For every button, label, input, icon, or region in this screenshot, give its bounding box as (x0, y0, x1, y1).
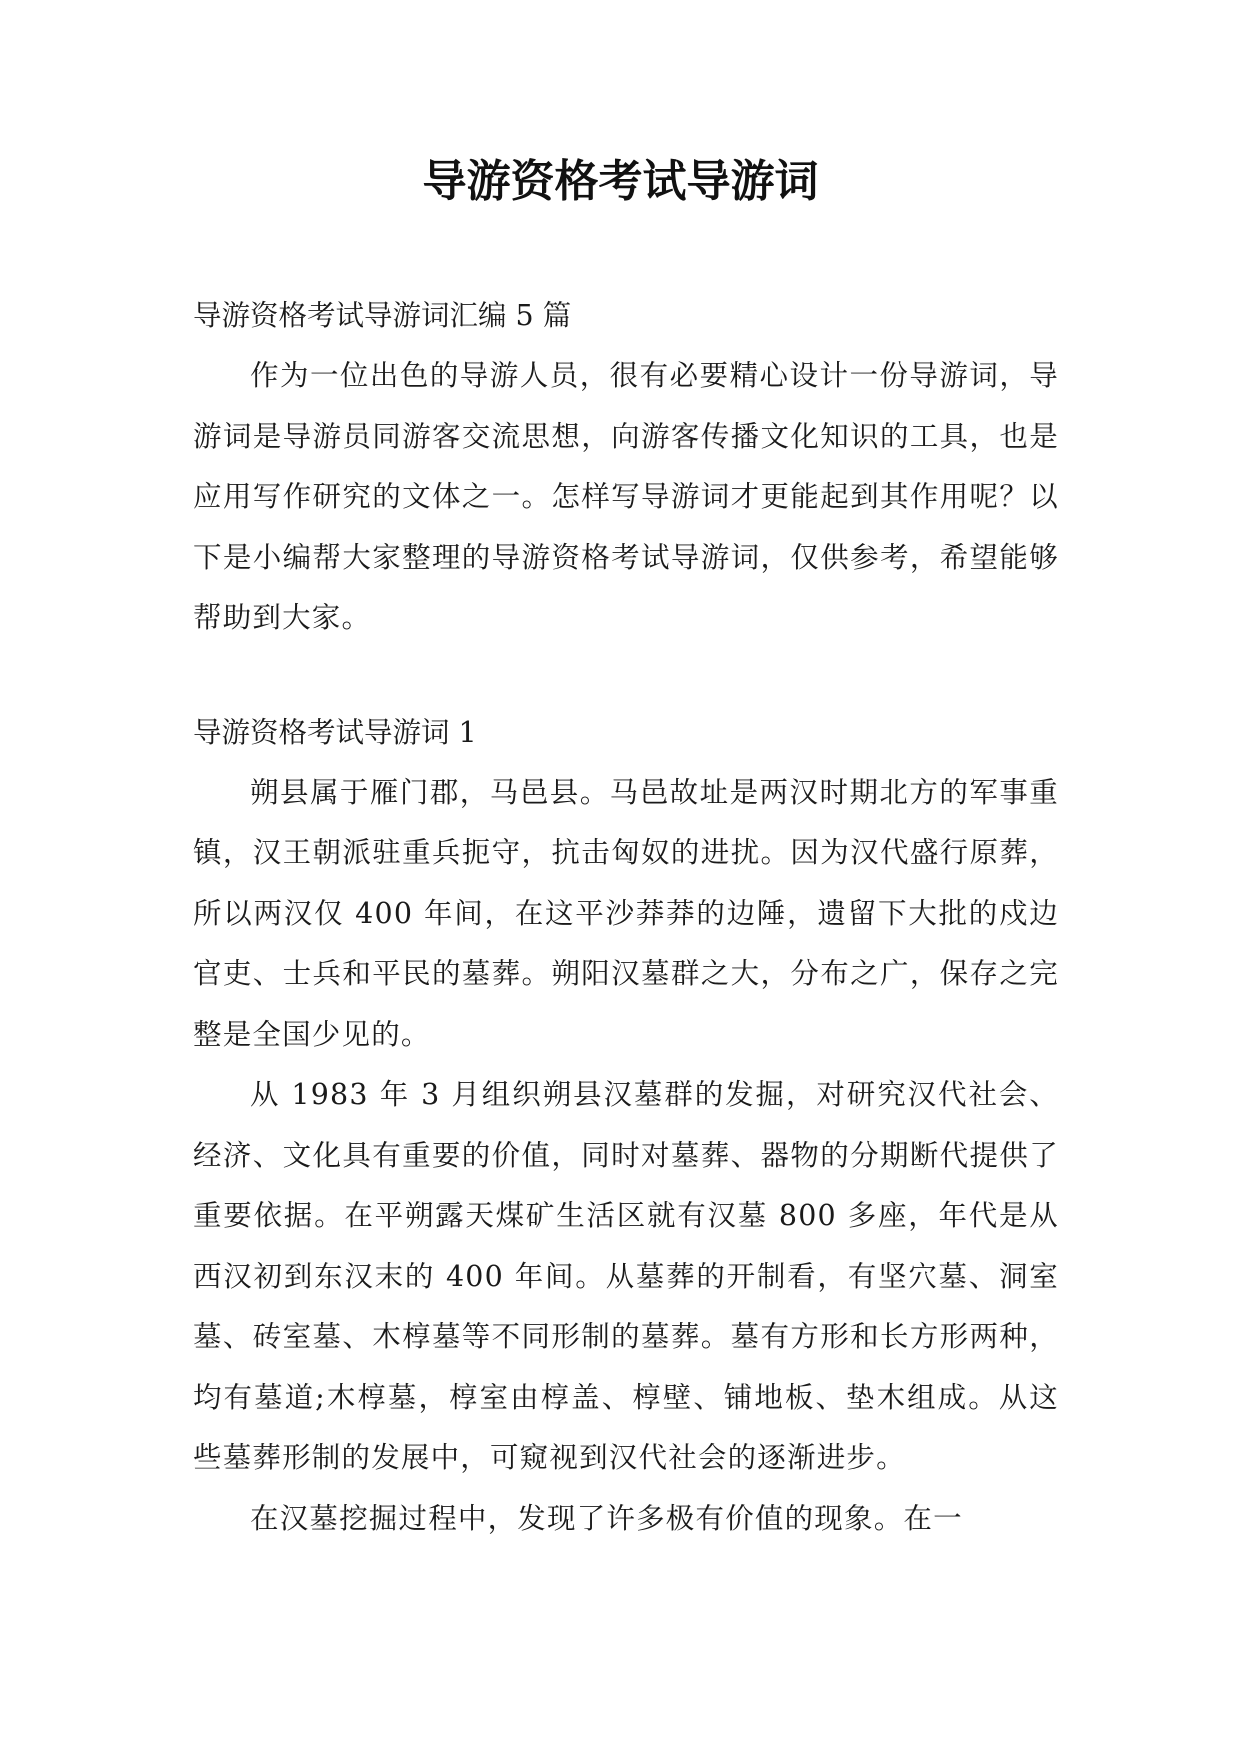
document-title: 导游资格考试导游词 (422, 156, 819, 207)
section-1-paragraph-2: 从 1983 年 3 月组织朔县汉墓群的发掘，对研究汉代社会、经济、文化具有重要的价值，同时对墓葬、器物的分期断代提供了重要依据。在平朔露天煤矿生活区就有汉墓 800 多座，年代是从西汉初到东汉末的 400 年间。从墓葬的开制看，有坚穴墓、洞室墓、砖室墓、木椁墓等不同形制的墓葬。墓有方形和长方形两种，均有墓道;木椁墓，椁室由椁盖、椁壁、铺地板、垫木组成。从这些墓葬形制的发展中，可窥视到汉代社会的逐渐进步。 (193, 1078, 1059, 1474)
intro-paragraph: 作为一位出色的导游人员，很有必要精心设计一份导游词，导游词是导游员同游客交流思想，向游客传播文化知识的工具，也是应用写作研究的文体之一。怎样写导游词才更能起到其作用呢？以下是小编帮大家整理的导游资格考试导游词，仅供参考，希望能够帮助到大家。 (193, 359, 1059, 634)
section-1-paragraph-1: 朔县属于雁门郡，马邑县。马邑故址是两汉时期北方的军事重镇，汉王朝派驻重兵扼守，抗击匈奴的进扰。因为汉代盛行原葬，所以两汉仅 400 年间，在这平沙莽莽的边陲，遗留下大批的戍边官吏、士兵和平民的墓葬。朔阳汉墓群之大，分布之广，保存之完整是全国少见的。 (193, 775, 1059, 1051)
section-1-heading: 导游资格考试导游词 1 (193, 715, 477, 749)
document-subtitle: 导游资格考试导游词汇编 5 篇 (193, 299, 572, 332)
document-body (193, 286, 1059, 1549)
section-spacer (193, 649, 1059, 703)
section-1-paragraph-3: 在汉墓挖掘过程中，发现了许多极有价值的现象。在一 (250, 1501, 963, 1535)
